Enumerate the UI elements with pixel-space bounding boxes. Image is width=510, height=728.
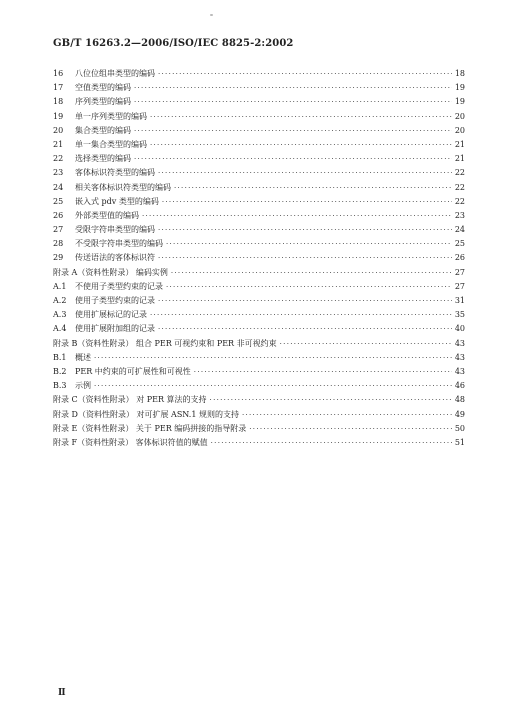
toc-entry — [53, 110, 465, 124]
toc-entry-title: 使用扩展标记的记录 — [75, 310, 147, 320]
document-header: GB/T 16263.2—2006/ISO/IEC 8825-2:2002 — [53, 38, 294, 49]
toc-entry-title: 附录 F（资料性附录） 客体标识符值的赋值 — [53, 437, 208, 447]
toc-entry-number: B.2 — [53, 366, 67, 376]
toc-entry-page: 31 — [454, 296, 465, 305]
toc-entry-page: 24 — [454, 225, 465, 235]
toc-entry-page: 43 — [454, 366, 465, 376]
toc-entry-title: 使用子类型约束的记录 — [75, 296, 155, 305]
toc-entry-number: 24 — [53, 182, 64, 192]
toc-entry-number: 19 — [53, 111, 64, 121]
toc-entry-number: B.1 — [53, 352, 67, 362]
toc-entry-title: 单一序列类型的编码 — [75, 111, 147, 121]
toc-dot-leader — [142, 209, 452, 223]
toc-entry — [53, 223, 465, 237]
toc-entry-title: 空值类型的编码 — [75, 83, 131, 93]
toc-entry-page: 48 — [454, 395, 465, 405]
toc-entry-title: 集合类型的编码 — [75, 125, 131, 135]
toc-entry-page: 19 — [454, 83, 465, 93]
toc-entry — [53, 408, 465, 422]
toc-entry — [53, 266, 465, 280]
toc-entry-title: 受限字符串类型的编码 — [75, 225, 155, 235]
table-of-contents — [53, 67, 465, 450]
toc-entry-title: 附录 C（资料性附录） 对 PER 算法的支持 — [53, 395, 207, 405]
toc-dot-leader — [158, 67, 452, 81]
toc-entry-page: 22 — [454, 182, 465, 192]
toc-entry-title: 选择类型的编码 — [75, 154, 131, 164]
toc-entry-page: 20 — [454, 125, 465, 135]
toc-entry — [53, 308, 465, 322]
toc-entry — [53, 365, 465, 379]
toc-entry-title: PER 中约束的可扩展性和可视性 — [75, 366, 191, 376]
scan-speck — [210, 14, 213, 16]
toc-entry-title: 附录 D（资料性附录） 对可扩展 ASN.1 规则的支持 — [53, 409, 239, 419]
toc-entry-number: B.3 — [53, 381, 67, 391]
toc-entry — [53, 195, 465, 209]
toc-dot-leader — [210, 393, 452, 407]
toc-entry-page: 50 — [454, 423, 465, 433]
toc-entry-number: 26 — [53, 210, 64, 220]
toc-entry-title: 概述 — [75, 352, 91, 362]
toc-dot-leader — [249, 422, 452, 436]
toc-entry — [53, 280, 465, 294]
toc-dot-leader — [166, 280, 452, 294]
toc-entry — [53, 237, 465, 251]
toc-dot-leader — [94, 351, 452, 365]
toc-entry-number: A.1 — [53, 281, 67, 291]
toc-entry — [53, 124, 465, 138]
toc-entry-title: 示例 — [75, 381, 91, 391]
toc-entry-title: 客体标识符类型的编码 — [75, 168, 155, 178]
toc-entry — [53, 166, 465, 180]
toc-entry-page: 40 — [454, 324, 465, 334]
toc-entry-number: 18 — [53, 97, 64, 107]
toc-entry-page: 18 — [454, 69, 465, 78]
toc-entry-number: 21 — [53, 139, 64, 149]
toc-entry — [53, 393, 465, 407]
toc-entry-page: 26 — [454, 253, 465, 263]
toc-dot-leader — [94, 379, 452, 393]
toc-dot-leader — [174, 181, 452, 195]
toc-entry — [53, 138, 465, 152]
toc-entry-page: 21 — [454, 139, 465, 149]
toc-dot-leader — [194, 365, 452, 379]
toc-dot-leader — [150, 308, 452, 322]
toc-dot-leader — [150, 138, 452, 152]
toc-entry-title: 相关客体标识符类型的编码 — [75, 182, 171, 192]
toc-entry — [53, 152, 465, 166]
toc-entry-title: 不受限字符串类型的编码 — [75, 239, 163, 249]
toc-entry-page: 43 — [454, 338, 465, 348]
toc-entry-number: 29 — [53, 253, 64, 263]
toc-entry-page: 21 — [454, 154, 465, 164]
toc-entry-page: 51 — [454, 437, 465, 447]
toc-entry-page: 46 — [454, 381, 465, 391]
toc-entry — [53, 251, 465, 265]
toc-entry-number: 27 — [53, 225, 64, 235]
toc-entry-title: 序列类型的编码 — [75, 97, 131, 107]
toc-entry-page: 27 — [454, 267, 465, 277]
toc-dot-leader — [158, 223, 452, 237]
toc-entry — [53, 351, 465, 365]
toc-entry — [53, 181, 465, 195]
toc-entry-title: 单一集合类型的编码 — [75, 139, 147, 149]
toc-dot-leader — [280, 337, 452, 351]
toc-entry-number: 20 — [53, 125, 64, 135]
toc-entry-number: A.2 — [53, 296, 67, 305]
toc-dot-leader — [134, 124, 452, 138]
toc-entry — [53, 209, 465, 223]
toc-entry-page: 22 — [454, 196, 465, 206]
toc-entry-number: 28 — [53, 239, 64, 249]
toc-entry-page: 43 — [454, 352, 465, 362]
toc-entry-number: 25 — [53, 196, 64, 206]
toc-entry — [53, 379, 465, 393]
toc-entry-number: 17 — [53, 83, 64, 93]
toc-entry-page: 23 — [454, 210, 465, 220]
page-number-footer: Ⅱ — [58, 688, 66, 698]
toc-dot-leader — [242, 408, 452, 422]
toc-entry — [53, 436, 465, 450]
toc-entry-page: 35 — [454, 310, 465, 320]
toc-dot-leader — [158, 294, 452, 308]
toc-entry-number: A.3 — [53, 310, 67, 320]
toc-entry — [53, 67, 465, 81]
toc-entry-title: 不使用子类型约束的记录 — [75, 281, 163, 291]
toc-dot-leader — [211, 436, 452, 450]
toc-dot-leader — [134, 81, 452, 95]
toc-dot-leader — [158, 322, 452, 336]
toc-entry-title: 附录 B（资料性附录） 组合 PER 可视约束和 PER 非可视约束 — [53, 338, 277, 348]
toc-entry-page: 19 — [454, 97, 465, 107]
toc-entry — [53, 337, 465, 351]
toc-entry-page: 20 — [454, 111, 465, 121]
toc-entry-number: 23 — [53, 168, 64, 178]
toc-entry-title: 外部类型值的编码 — [75, 210, 139, 220]
toc-entry-title: 嵌入式 pdv 类型的编码 — [75, 196, 159, 206]
toc-entry — [53, 294, 465, 308]
toc-dot-leader — [158, 251, 452, 265]
toc-entry — [53, 95, 465, 109]
toc-entry — [53, 81, 465, 95]
toc-dot-leader — [150, 110, 452, 124]
toc-entry-title: 附录 A（资料性附录） 编码实例 — [53, 267, 168, 277]
toc-dot-leader — [158, 166, 452, 180]
toc-entry-number: 16 — [53, 69, 64, 78]
toc-entry-number: 22 — [53, 154, 64, 164]
toc-entry-page: 27 — [454, 281, 465, 291]
toc-entry-page: 49 — [454, 409, 465, 419]
toc-entry — [53, 322, 465, 336]
toc-dot-leader — [162, 195, 452, 209]
toc-dot-leader — [134, 95, 452, 109]
toc-entry-title: 附录 E（资料性附录） 关于 PER 编码拼接的指导附录 — [53, 423, 247, 433]
toc-dot-leader — [134, 152, 452, 166]
toc-entry-title: 八位位组串类型的编码 — [75, 69, 155, 78]
toc-entry-title: 传送语法的客体标识符 — [75, 253, 155, 263]
toc-entry-number: A.4 — [53, 324, 67, 334]
toc-dot-leader — [166, 237, 452, 251]
toc-entry-title: 使用扩展附加组的记录 — [75, 324, 155, 334]
toc-dot-leader — [171, 266, 452, 280]
toc-entry-page: 22 — [454, 168, 465, 178]
toc-entry — [53, 422, 465, 436]
toc-entry-page: 25 — [454, 239, 465, 249]
